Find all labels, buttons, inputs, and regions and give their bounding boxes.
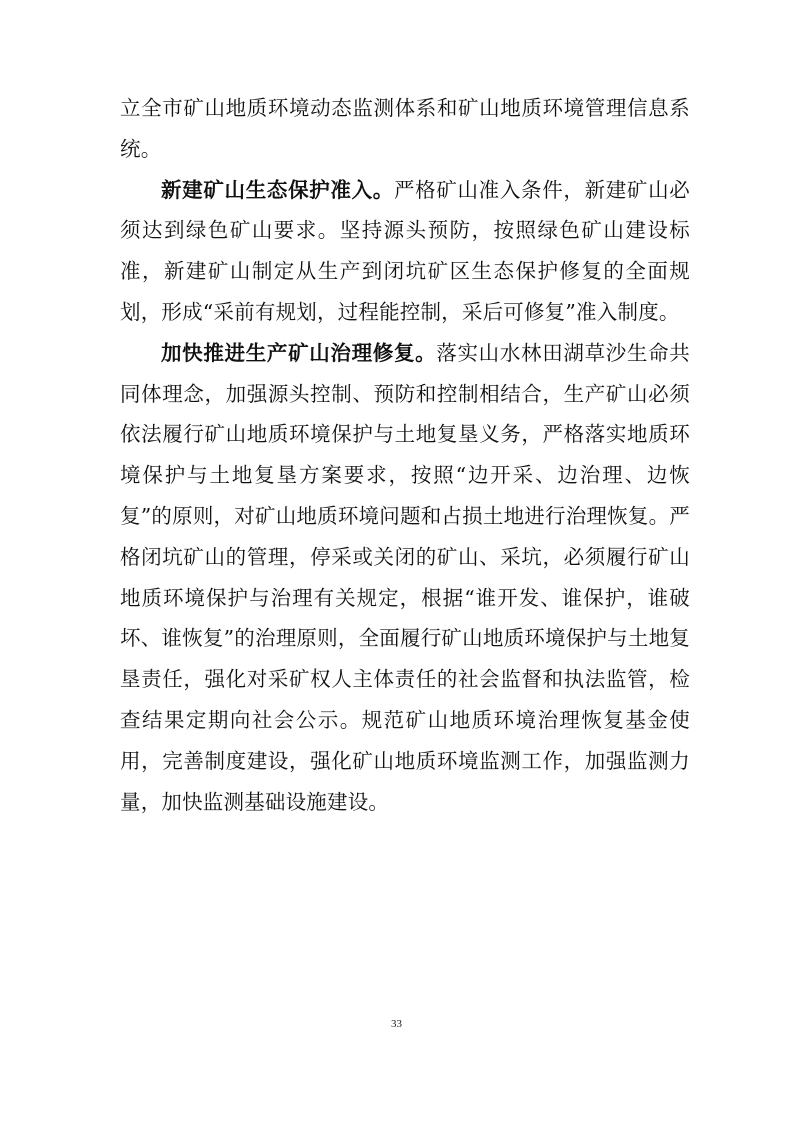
paragraph-text: 落实山水林田湖草沙生命共同体理念，加强源头控制、预防和控制相结合，生产矿山必须依法履行矿山地质环境保护与土地复垦义务，严格落实地质环境保护与土地复垦方案要求，按照“边开采、边治理、边恢复”的原则，对矿山地质环境问题和占损土地进行治理恢复。严格闭坑矿山的管理，停采或关闭的矿山、采坑，必须履行矿山地质环境保护与治理有关规定，根据“谁开发、谁保护，谁破坏、谁恢复”的治理原则，全面履行矿山地质环境保护与土地复垦责任，强化对采矿权人主体责任的社会监督和执法监管，检查结果定期向社会公示。规范矿山地质环境治理恢复基金使用，完善制度建设，强化矿山地质环境监测工作，加强监测力量，加快监测基础设施建设。 (120, 340, 690, 814)
paragraph-text: 严格矿山准入条件，新建矿山必须达到绿色矿山要求。坚持源头预防，按照绿色矿山建设标准，新建矿山制定从生产到闭坑矿区生态保护修复的全面规划，形成“采前有规划，过程能控制，采后可修复”准入制度。 (120, 177, 690, 324)
paragraph-text: 立全市矿山地质环境动态监测体系和矿山地质环境管理信息系统。 (120, 96, 690, 161)
body-text (120, 88, 690, 822)
paragraph-continuation (120, 88, 690, 170)
paragraph-heading: 加快推进生产矿山治理修复。 (161, 340, 437, 365)
paragraph-heading: 新建矿山生态保护准入。 (161, 177, 394, 202)
page-number: 33 (391, 1018, 402, 1030)
paragraph-production-mine-repair (120, 333, 690, 823)
paragraph-new-mine-access (120, 170, 690, 333)
